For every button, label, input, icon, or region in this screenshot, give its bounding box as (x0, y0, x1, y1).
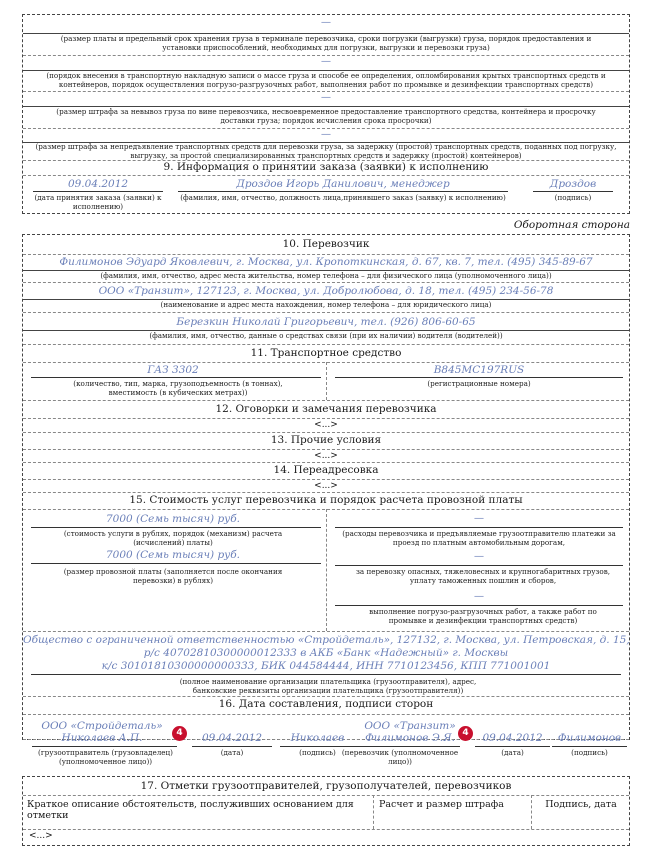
section-12-title: 12. Оговорки и замечания перевозчика (215, 403, 437, 415)
payer-org-line1: Общество с ограниченной ответственностью «Стройдеталь», 127132, г. Москва, ул. Петровская, д. 15, (23, 634, 630, 646)
shipper-name: ООО «Стройдеталь» (41, 720, 163, 732)
caption-storage: (размер платы и предельный срок хранения груза в терминале перевозчика, сроки погрузки (выгрузки) груза, порядок предоставления и установки приспособлений, необходимых для погрузки, выгрузки и перевозки груза) (60, 34, 592, 52)
accept-sign: Дроздов (549, 178, 597, 190)
caption-accept-date: (дата принятия заказа (заявки) к исполнению) (34, 193, 162, 211)
section-12-ellipsis: <...> (314, 420, 338, 430)
marker-badge-left: 4 (172, 726, 187, 741)
caption-carrier-individual: (фамилия, имя, отчество, адрес места жительства, номер телефона – для физического лица (уполномоченного лица)) (100, 271, 552, 280)
section-15-title: 15. Стоимость услуг перевозчика и порядок расчета провозной платы (129, 494, 523, 506)
carrier-name: ООО «Транзит» (364, 720, 456, 732)
payer-org-line2: р/с 40702810300000012333 в АКБ «Банк «Надежный» г. Москвы (143, 647, 509, 659)
reverse-block (22, 234, 630, 740)
caption-vehicle-model: (количество, тип, марка, грузоподъемность (в тоннах), вместимость (в кубических метрах)) (73, 379, 283, 397)
carrier-driver: Березкин Николай Григорьевич, тел. (926) 806-60-65 (176, 316, 476, 328)
caption-freight-charge: (размер провозной платы (заполняется после окончания перевозки) в рублях) (63, 567, 283, 585)
dash-toll: — (474, 513, 484, 524)
section-9-title: 9. Информация о принятии заказа (заявки) к исполнению (163, 161, 489, 173)
caption-carrier-company: (наименование и адрес места нахождения, номер телефона – для юридического лица) (160, 300, 492, 309)
caption-toll: (расходы перевозчика и предъявляемые грузоотправителю платежи за проезд по платным автомобильным дорогам, (342, 529, 616, 547)
dash-2: — (321, 56, 331, 67)
dash-1: — (321, 17, 331, 28)
caption-fine-shipper: (размер штрафа за непредъявление транспортных средств для перевозки груза, за задержку (простой) транспортных средств, поданных под погрузку, выгрузку, за простой специализированных транспортных средств и задержку (простой) контейнеров) (35, 142, 617, 160)
section-14-title: 14. Переадресовка (273, 464, 379, 476)
shipper-sign: Николаев (290, 732, 345, 744)
caption-payer-org: (полное наименование организации плательщика (грузоотправителя), адрес, банковские реквизиты организации плательщика (грузоотправителя)) (179, 677, 477, 695)
dash-loading: — (474, 591, 484, 602)
carrier-date: 09.04.2012 (482, 732, 543, 744)
caption-service-cost: (стоимость услуги в рублях, порядок (механизм) расчета (исчислений) платы) (63, 529, 283, 547)
section-13-ellipsis: <...> (314, 451, 338, 461)
vehicle-plate: В845МС197RUS (433, 364, 525, 376)
payer-org-line3: к/с 30101810300000000333, БИК 044584444, ИНН 7710123456, КПП 771001001 (101, 660, 551, 672)
section-11-title: 11. Транспортное средство (250, 347, 402, 359)
shipper-person: Николаев А.П. (61, 732, 143, 744)
caption-accept-person: (фамилия, имя, отчество, должность лица,принявшего заказ (заявку) к исполнению) (180, 193, 506, 202)
caption-carrier-driver: (фамилия, имя, отчество, данные о средствах связи (при их наличии) водителя (водителей)) (149, 331, 503, 340)
section-14-ellipsis: <...> (314, 481, 338, 491)
caption-shipper-date: (дата) (220, 748, 244, 757)
reverse-side-label: Оборотная сторона (513, 219, 630, 231)
accept-date: 09.04.2012 (67, 178, 129, 190)
section-17-ellipsis: <...> (29, 831, 53, 841)
vehicle-model: ГАЗ 3302 (147, 364, 199, 376)
dash-hazard: — (474, 551, 484, 562)
top-block (22, 14, 630, 214)
caption-loading: выполнение погрузо-разгрузочных работ, а также работ по промывке и дезинфекции транспортных средств) (369, 607, 597, 625)
caption-carrier-sign: (подпись) (571, 748, 608, 757)
freight-charge: 7000 (Семь тысяч) руб. (105, 549, 241, 561)
caption-accept-sign: (подпись) (554, 193, 592, 202)
marker-badge-right: 4 (458, 726, 473, 741)
section-13-title: 13. Прочие условия (270, 434, 382, 446)
caption-shipper: (грузоотправитель (грузовладелец) (уполномоченное лицо)) (38, 748, 173, 766)
column-fine: Расчет и размер штрафа (379, 799, 504, 810)
carrier-company: ООО «Транзит», 127123, г. Москва, ул. Добролюбова, д. 18, тел. (495) 234-56-78 (98, 285, 554, 297)
carrier-person: Филимонов Э.Я. (365, 732, 455, 744)
column-signature: Подпись, дата (545, 799, 617, 810)
section-17 (22, 776, 630, 846)
carrier-sign: Филимонов (557, 732, 622, 744)
dash-3: — (321, 92, 331, 103)
shipper-date: 09.04.2012 (201, 732, 263, 744)
section-16-title: 16. Дата составления, подписи сторон (218, 698, 434, 710)
accept-person: Дроздов Игорь Данилович, менеджер (236, 178, 450, 190)
column-description: Краткое описание обстоятельств, послуживших основанием для отметки (27, 799, 354, 821)
caption-carrier-date: (дата) (501, 748, 524, 757)
caption-fine-carrier: (размер штрафа за невывоз груза по вине перевозчика, несвоевременное предоставление транспортного средства, контейнера и просрочку доставки груза; порядок исчисления срока просрочки) (56, 107, 596, 125)
caption-carrier: (перевозчик (уполномоченное лицо)) (341, 748, 459, 766)
caption-shipper-sign: (подпись) (299, 748, 336, 757)
caption-hazard: за перевозку опасных, тяжеловесных и крупногабаритных грузов, уплату таможенных пошлин и сборов, (355, 567, 611, 585)
caption-weight: (порядок внесения в транспортную накладную записи о массе груза и способе ее определения, опломбирования крытых транспортных средств и контейнеров, порядок осуществления погрузо-разгрузочных работ, выполнения работ по промывке и дезинфекции транспортных средств) (46, 71, 606, 89)
dash-4: — (321, 129, 331, 140)
section-17-title: 17. Отметки грузоотправителей, грузополучателей, перевозчиков (140, 780, 512, 792)
section-10-title: 10. Перевозчик (282, 238, 370, 250)
carrier-individual: Филимонов Эдуард Яковлевич, г. Москва, ул. Кропоткинская, д. 67, кв. 7, тел. (495) 345-89-67 (59, 256, 593, 268)
caption-vehicle-plate: (регистрационные номера) (427, 379, 531, 388)
service-cost: 7000 (Семь тысяч) руб. (105, 513, 241, 525)
